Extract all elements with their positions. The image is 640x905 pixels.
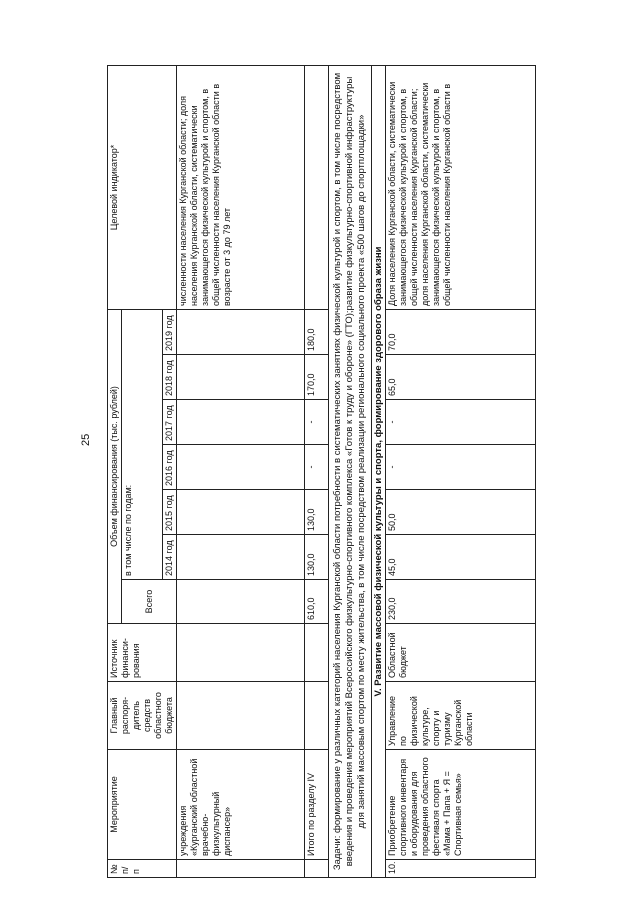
- financing-table: [107, 65, 536, 878]
- value-2015: 130,0: [305, 490, 329, 535]
- header-by-years: в том числе по годам:: [122, 310, 163, 580]
- header-year-2015: 2015 год: [163, 490, 177, 535]
- section-title: V. Развитие массовой физической культуры и спорта, формирование здорового образа жизни: [372, 66, 386, 878]
- value-2018: 65,0: [386, 355, 536, 400]
- total-value: 610,0: [305, 580, 329, 624]
- header-year-2017: 2017 год: [163, 400, 177, 445]
- task-text: Задачи: формирование у различных категорий населения Курганской области потребности в систематических занятиях физической культурой и спортом, в том числе посредством введения и проведения мероприятий Всероссийского физкультурно-спортивного комплекса «Готов к труду и обороне» (ГТО);развитие физкультурно-спортивной инфраструктуры для занятий массовым спортом по месту жительства, в том числе посредством реализации регионального социального проекта «500 шагов до спортплощадки»: [329, 66, 372, 878]
- header-volume: Объем финансирования (тыс. рублей): [108, 310, 122, 624]
- value-2018: 170,0: [305, 355, 329, 400]
- header-year-2018: 2018 год: [163, 355, 177, 400]
- total-value: 230,0: [386, 580, 536, 624]
- table-row-total: [305, 66, 329, 878]
- value-2016: -: [305, 445, 329, 490]
- table-row: [386, 66, 536, 878]
- section-row: [372, 66, 386, 878]
- value-2019: 180,0: [305, 310, 329, 355]
- table-row: [177, 66, 305, 878]
- value-2014: 45,0: [386, 535, 536, 580]
- header-num: № п/п: [108, 860, 177, 878]
- task-row: [329, 66, 372, 878]
- header-manager: Главный распоря-дитель средств областного бюджета: [108, 682, 177, 750]
- header-event: Мероприятие: [108, 750, 177, 860]
- header-year-2014: 2014 год: [163, 535, 177, 580]
- source-cell: Областной бюджет: [386, 624, 536, 682]
- value-2015: 50,0: [386, 490, 536, 535]
- header-year-2019: 2019 год: [163, 310, 177, 355]
- value-2014: 130,0: [305, 535, 329, 580]
- header-total: Всего: [122, 580, 177, 624]
- value-2019: 70,0: [386, 310, 536, 355]
- page-number: 25: [80, 433, 92, 446]
- rotated-table-sheet: [107, 66, 607, 878]
- indicator-cell: численности населения Курганской области; доля населения Курганской области, систематически занимающегося физической культурой и спортом, в общей численности населения Курганской области в возрасте от 3 до 79 лет: [177, 66, 305, 310]
- header-source: Источник финанси-рования: [108, 624, 177, 682]
- header-indicator: Целевой индикатор*: [108, 66, 177, 310]
- row-number: 10.: [386, 860, 536, 878]
- value-2016: -: [386, 445, 536, 490]
- total-label: Итого по разделу IV: [305, 750, 329, 860]
- value-2017: -: [305, 400, 329, 445]
- event-cell: учреждения «Курганский областной врачебно-физкультурный диспансер»: [177, 750, 305, 860]
- event-cell: Приобретение спортивного инвентаря и оборудования для проведения областного фестиваля спорта «Мама + Папа + Я = Спортивная семья»: [386, 750, 536, 860]
- indicator-cell: Доля населения Курганской области, систематически занимающегося физической культурой и спортом, в общей численности населения Курганской области; доля населения Курганской области, систематически занимающегося физической культурой и спортом, в общей численности населения Курганской области в: [386, 66, 536, 310]
- value-2017: -: [386, 400, 536, 445]
- manager-cell: Управление по физической культуре, спорту и туризму Курганской области: [386, 682, 536, 750]
- header-year-2016: 2016 год: [163, 445, 177, 490]
